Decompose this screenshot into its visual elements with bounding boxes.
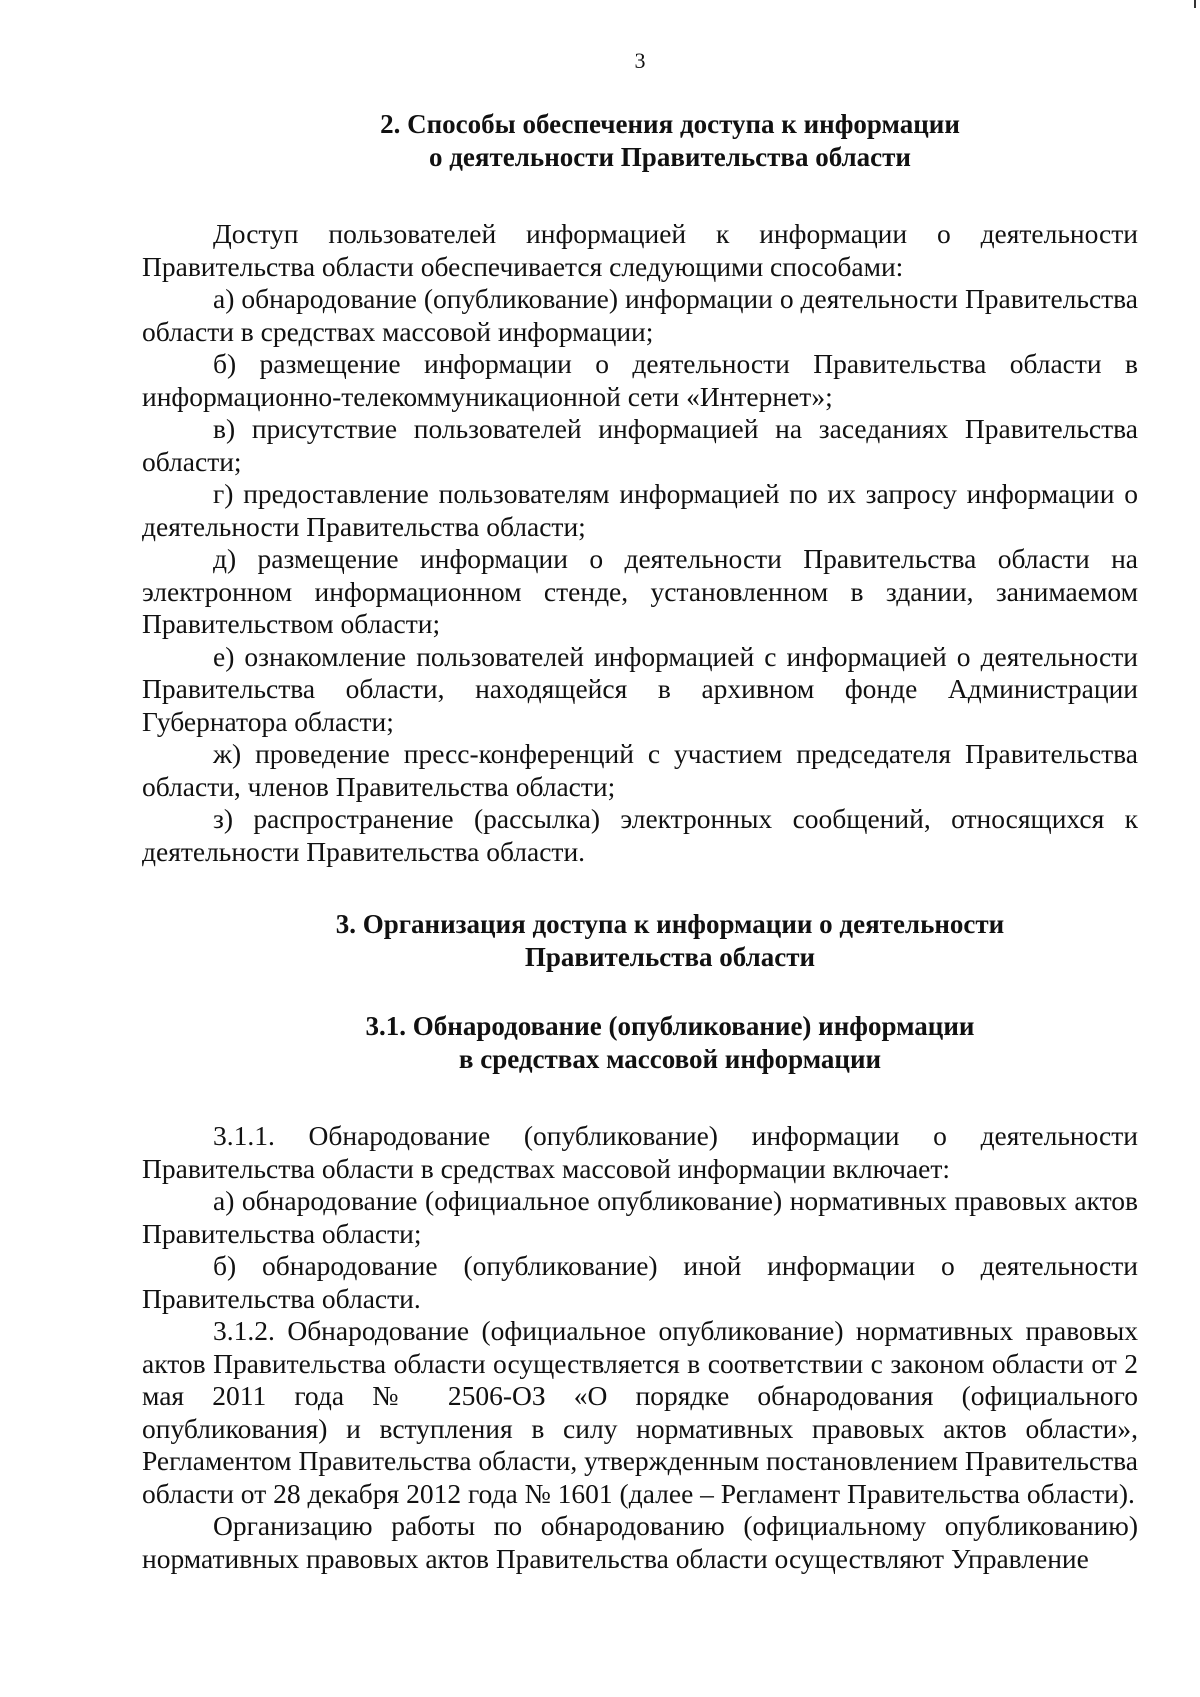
section-3-1-heading [142, 1010, 1138, 1076]
heading-line: Правительства области [524, 942, 816, 972]
paragraph-3-1-1: 3.1.1. Обнародование (опубликование) информации о деятельности Правительства области в средствах массовой информации включает: [142, 1120, 1138, 1184]
list-item-e: е) ознакомление пользователей информацией с информацией о деятельности Правительства области, находящейся в архивном фонде Администрации Губернатора области; [142, 640, 1138, 737]
heading-line: в средствах массовой информации [458, 1044, 882, 1074]
list-item-a: а) обнародование (официальное опубликование) нормативных правовых актов Правительства области; [142, 1185, 1138, 1249]
list-item-a: а) обнародование (опубликование) информации о деятельности Правительства области в средствах массовой информации; [142, 283, 1138, 347]
heading-line: 2. Способы обеспечения доступа к информации [380, 109, 960, 139]
list-item-b: б) размещение информации о деятельности Правительства области в информационно-телекоммуникационной сети «Интернет»; [142, 348, 1138, 412]
list-item-b: б) обнародование (опубликование) иной информации о деятельности Правительства области. [142, 1250, 1138, 1314]
heading-line: 3.1. Обнародование (опубликование) информации [365, 1011, 975, 1041]
list-item-z: з) распространение (рассылка) электронных сообщений, относящихся к деятельности Правительства области. [142, 803, 1138, 867]
heading-line: о деятельности Правительства области [429, 142, 911, 172]
paragraph: Доступ пользователей информацией к информации о деятельности Правительства области обеспечивается следующими способами: [142, 218, 1138, 282]
document-body [142, 108, 1138, 1575]
page-number: 3 [634, 48, 646, 73]
paragraph: Организацию работы по обнародованию (официальному опубликованию) нормативных правовых актов Правительства области осуществляют Управление [142, 1510, 1138, 1574]
list-item-d: д) размещение информации о деятельности Правительства области на электронном информационном стенде, установленном в здании, занимаемом Правительством области; [142, 543, 1138, 639]
list-item-zh: ж) проведение пресс-конференций с участием председателя Правительства области, членов Правительства области; [142, 738, 1138, 802]
list-item-v: в) присутствие пользователей информацией на заседаниях Правительства области; [142, 413, 1138, 477]
heading-line: 3. Организация доступа к информации о деятельности [335, 909, 1005, 939]
section-3-heading [142, 908, 1138, 974]
scan-edge-mark [1164, 0, 1200, 10]
list-item-g: г) предоставление пользователям информацией по их запросу информации о деятельности Правительства области; [142, 478, 1138, 542]
section-2-heading [142, 108, 1138, 174]
paragraph-3-1-2: 3.1.2. Обнародование (официальное опубликование) нормативных правовых актов Правительства области осуществляется в соответствии с законом области от 2 мая 2011 года № 2506-ОЗ «О порядке обнародования (официального опубликования) и вступления в силу нормативных правовых актов области», Регламентом Правительства области, утвержденным постановлением Правительства области от 28 декабря 2012 года № 1601 (далее – Регламент Правительства области). [142, 1315, 1138, 1509]
